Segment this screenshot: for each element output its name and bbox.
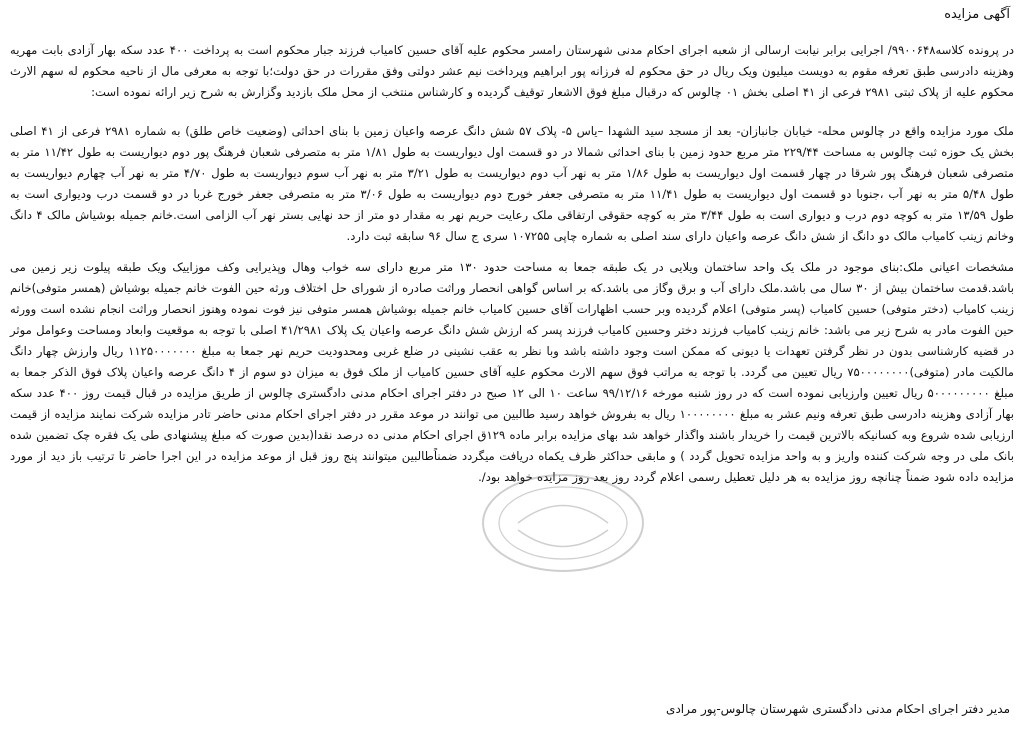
notice-paragraph-case: در پرونده کلاسه۹۹۰۰۶۴۸/ اجرایی برابر نیابت ارسالی از شعبه اجرای احکام مدنی شهرستان رامسر محکوم علیه آقای حسین کامیاب فرزند جبار محکوم است به پرداخت ۴۰۰ عدد سکه بهار آزادی بابت مهریه وهزینه دادرسی طبق تعرفه مقوم به دویست میلیون ویک ریال در حق محکوم له فرزانه پور ابراهیم وپرداخت نیم عشر دولتی وفق مقررات در حق دولت؛با توجه به معرفی مال از ناحیه محکوم له سهم الارث محکوم علیه از پلاک ثبتی ۲۹۸۱ فرعی از ۴۱ اصلی بخش ۰۱ چالوس که درقبال مبلغ فوق الاشعار توقیف گردیده و کارشناس منتخب از محل ملک بازدید وگزارش به شرح زیر ارائه نموده است: xyxy=(10,43,1015,99)
notice-title: آگهی مزایده xyxy=(944,7,1010,22)
notice-paragraph-property: ملک مورد مزایده واقع در چالوس محله- خیابان جانبازان- بعد از مسجد سید الشهدا –یاس ۵- پلاک ۵۷ شش دانگ عرصه واعیان زمین با بنای احداثی (وضعیت خاص طلق) به شماره ۲۹۸۱ فرعی از ۴۱ اصلی بخش یک حوزه ثبت چالوس به مساحت ۲۲۹/۴۴ متر مربع حدود زمین با بنای احداثی شمالا در دو قسمت اول دیواریست به طول ۱/۸۱ متر به متصرفی شعبان فرهنگ پور دوم دیواریست به طول ۱۱/۴۲ متر به متصرفی شعبان فرهنگ پور شرقا در چهار قسمت اول دیواریست به طول ۱/۸۶ متر به نهر آب دوم دیواریست به طول ۳/۲۱ متر به نهر آب سوم دیواریست به طول ۴/۷۰ متر به نهر آب چهارم دیواریست به طول ۵/۴۸ متر به نهر آب ،جنوبا دو قسمت اول دیواریست به طول ۱۱/۴۱ متر به متصرفی جعفر خورج دوم دیواریست به طول ۳/۰۶ متر به متصرفی جعفر خورج غربا در دو قسمت درب ودیواری است به طول ۱۳/۵۹ متر به کوچه دوم درب و دیواری است به طول ۳/۴۴ متر به کوچه حقوقی ارتفاقی ملک رعایت حریم نهر به مقدار دو متر از حد نهایی بستر نهر آب الزامی است.خانم جمیله بوشیاش مالک ۴ دانگ وخانم زینب کامیاب مالک دو دانگ از شش دانگ عرصه واعیان دارای سند اصلی به شماره چاپی ۱۰۷۲۵۵ سری ج سال ۹۶ سابقه ثبت دارد. xyxy=(10,124,1015,243)
notice-paragraph-building: مشخصات اعیانی ملک:بنای موجود در ملک یک واحد ساختمان ویلایی در یک طبقه جمعا به مساحت حدود ۱۳۰ متر مربع دارای سه خواب وهال وپذیرایی وکف موزاییک ویک طبقه پیلوت زیر زمین می باشد.قدمت ساختمان بیش از ۳۰ سال می باشد.ملک دارای آب و برق وگاز می باشد.که بر اساس گواهی انحصار وراثت صادره از شورای حل اختلاف ورثه حین الفوت خانم جمیله بوشیاش (همسر متوفی)خانم زینب کامیاب (دختر متوفی) حسین کامیاب (پسر متوفی) اعلام گردیده وبر حسب اظهارات آقای حسین کامیاب خانم جمیله بوشیاش همسر متوفی نیز فوت نموده وهنوز انحصار وراثت انجام نشده است وورثه حین الفوت مادر به شرح زیر می باشد: خانم زینب کامیاب فرزند دختر وحسین کامیاب فرزند پسر که ارزش شش دانگ عرصه واعیان یک پلاک ۴۱/۲۹۸۱ اصلی با توجه به موقعیت وابعاد ومساحت وعوامل موثر در قضیه کارشناسی بدون در نظر گرفتن تعهدات یا دیونی که ممکن است وجود داشته باشد وبا نظر به عقب نشینی در ضلع غربی ومحدودیت حریم نهر جمعا به مبلغ ۱۱۲۵۰۰۰۰۰۰۰ ریال وارزش چهار دانگ مالکیت مادر (متوفی)۷۵۰۰۰۰۰۰۰۰ ریال تعیین می گردد. با توجه به مراتب فوق سهم الارث محکوم علیه آقای حسین کامیاب از ملک فوق به میزان دو سوم از ۴ دانگ عرصه واعیان پلاک فوق الذکر جمعا به مبلغ ۵۰۰۰۰۰۰۰۰۰ ریال تعیین وارزیابی نموده است که در روز شنبه مورخه ۹۹/۱۲/۱۶ ساعت ۱۰ الی ۱۲ صبح در دفتر اجرای احکام مدنی دادگستری چالوس از طریق مزایده در قبال قیمت روز ۴۰۰ عدد سکه بهار آزادی وهزینه دادرسی طبق تعرفه ونیم عشر به مبلغ ۱۰۰۰۰۰۰۰۰ ریال به بفروش خواهد رسید طالبین می توانند در موعد مقرر در دفتر اجرای احکام مدنی حاضر تادر مزایده شرکت نمایند مزایده از قیمت ارزیابی شده شروع وبه کسانیکه بالاترین قیمت را خریدار باشند واگذار خواهد شد بهای مزایده برابر ماده ۱۲۹ق اجرای احکام مدنی ده درصد نقدا(بدین صورت که مبلغ پیشنهادی طی یک فقره چک تضمین شده بانک ملی در وجه شرکت کننده واریز و به واحد مزایده تحویل گردد ) و مابقی حداکثر ظرف یکماه دریافت میگردد ضمناًطالبین میتوانند پنج روز قبل از موعد مزایده در این اجرا حاضر تا ترتیب باز دید از مورد مزایده داده شود ضمناً چنانچه روز مزایده به هر دلیل تعطیل رسمی اعلام گردد روز بعد روز مزایده خواهد بود/. xyxy=(10,260,1014,484)
signature-line: مدیر دفتر اجرای احکام مدنی دادگستری شهرستان چالوس-پور مرادی xyxy=(666,702,1010,716)
